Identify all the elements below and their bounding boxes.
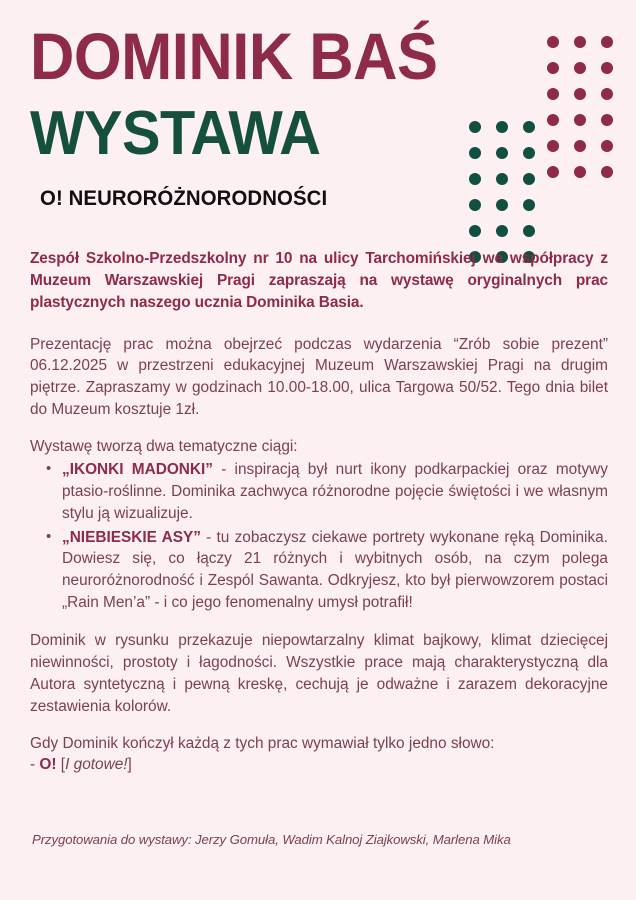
closing-word-end: ]	[127, 756, 132, 774]
dot	[523, 147, 535, 159]
dot	[574, 62, 586, 74]
series-intro: Wystawę tworzą dwa tematyczne ciągi:	[30, 438, 298, 456]
closing-line: Gdy Dominik kończył każdą z tych prac wymawiał tylko jedno słowo:	[30, 734, 495, 752]
page-subtitle: WYSTAWA	[30, 98, 321, 168]
closing-lines	[30, 733, 608, 777]
closing-word: O!	[39, 756, 57, 774]
dot	[601, 140, 613, 152]
dot	[601, 166, 613, 178]
dot	[496, 225, 508, 237]
poster-title-block	[30, 19, 500, 211]
dot	[523, 173, 535, 185]
dot	[601, 88, 613, 100]
dot	[547, 140, 559, 152]
dot	[523, 121, 535, 133]
dot	[547, 36, 559, 48]
series-description: - tu zobaczysz ciekawe portrety wykonane ręką Dominika. Dowiesz się, co łączy 21 różnych i wybitnych osób, na czym polega neuroróżnorodność i Zespól Sawanta. Odkryjesz, kto był pierwowzorem postaci „Rain Men’a” - i co jego fenomenalny umysł potrafił!	[62, 528, 608, 612]
dot	[574, 36, 586, 48]
list-item	[30, 527, 608, 615]
closing-paragraph: Dominik w rysunku przekazuje niepowtarzalny klimat bajkowy, klimat dziecięcej niewinności, prostoty i łagodności. Wszystkie prace mają charakterystyczną dla Autora syntetyczną i pewną kreskę, cechują je odważne i zarazem dekoracyjne zestawienia kolorów.	[30, 632, 608, 715]
dot	[574, 166, 586, 178]
lead-paragraph: Zespół Szkolno-Przedszkolny nr 10 na ulicy Tarchomińskiej we współpracy z Muzeum Warszawskiej Pragi zapraszają na wystawę oryginalnych prac plastycznych naszego ucznia Dominika Basia.	[30, 250, 608, 312]
poster-body	[30, 248, 608, 776]
page-title: DOMINIK BAŚ	[30, 19, 438, 93]
series-name: „IKONKI MADONKI”	[62, 460, 213, 478]
dot	[547, 62, 559, 74]
dot	[574, 114, 586, 126]
dot	[547, 114, 559, 126]
dot	[523, 199, 535, 211]
dot	[601, 36, 613, 48]
closing-word-prefix: -	[30, 756, 40, 774]
dot	[547, 166, 559, 178]
dot	[601, 114, 613, 126]
series-name: „NIEBIESKIE ASY”	[62, 528, 201, 546]
dot	[547, 88, 559, 100]
page-tagline: O! NEURORÓŻNORODNOŚCI	[40, 186, 328, 210]
closing-word-suffix: [	[56, 756, 66, 774]
series-description: - inspiracją był nurt ikony podkarpackiej oraz motywy ptasio-roślinne. Dominika zachwyca różnorodne pojęcie świętości i we własnym stylu ją wizualizuje.	[62, 460, 608, 522]
credits-line: Przygotowania do wystawy: Jerzy Gomuła, Wadim Kalnoj Ziajkowski, Marlena Mika	[32, 832, 511, 847]
details-paragraph: Prezentację prac można obejrzeć podczas wydarzenia “Zrób sobie prezent” 06.12.2025 w przestrzeni edukacyjnej Muzeum Warszawskiej Pragi na drugim piętrze. Zapraszamy w godzinach 10.00-18.00, ulica Targowa 50/52. Tego dnia bilet do Muzeum kosztuje 1zł.	[30, 335, 608, 419]
dot-grid-crimson-decoration	[547, 36, 613, 178]
dot	[469, 225, 481, 237]
dot	[601, 62, 613, 74]
closing-word-italic: I gotowe!	[65, 756, 128, 774]
dot	[574, 140, 586, 152]
dot	[523, 225, 535, 237]
series-list	[30, 459, 608, 614]
list-item	[30, 459, 608, 525]
dot	[574, 88, 586, 100]
